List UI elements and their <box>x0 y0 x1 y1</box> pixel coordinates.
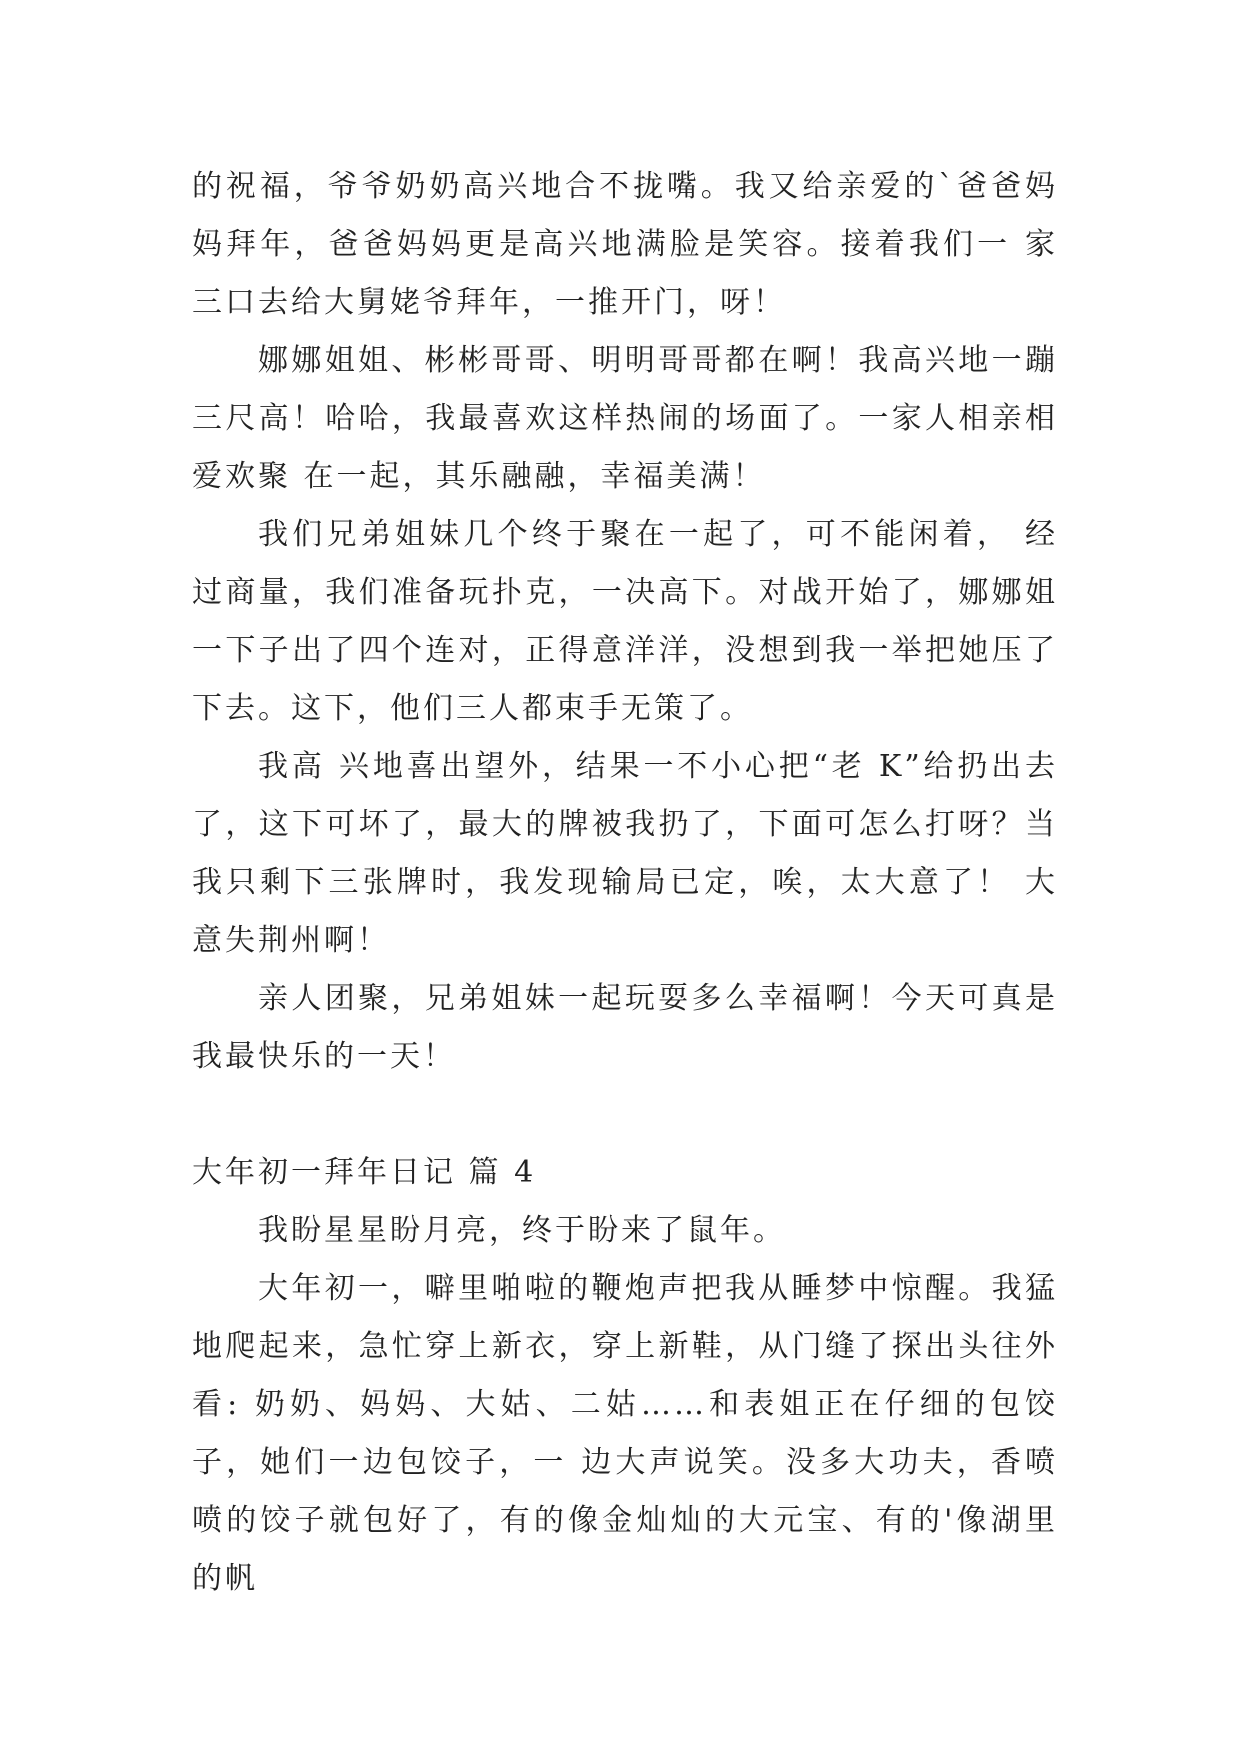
paragraph-continuation: 的祝福，爷爷奶奶高兴地合不拢嘴。我又给亲爱的`爸爸妈妈拜年，爸爸妈妈更是高兴地满脸是笑容。接着我们一 家三口去给大舅姥爷拜年，一推开门，呀！ <box>192 169 1058 320</box>
paragraph: 我高 兴地喜出望外，结果一不小心把“老 K”给扔出去了，这下可坏了，最大的牌被我扔了，下面可怎么打呀？当我只剩下三张牌时，我发现输局已定，唉，太大意了！ 大意失荆州啊！ <box>192 749 1058 958</box>
paragraph: 大年初一，噼里啪啦的鞭炮声把我从睡梦中惊醒。我猛地爬起来，急忙穿上新衣，穿上新鞋，从门缝了探出头往外看: 奶奶、妈妈、大姑、二姑……和表姐正在仔细的包饺子，她们一边包饺子，一 边大声说笑。没多大功夫，香喷喷的饺子就包好了，有的像金灿灿的大元宝、有的'像湖里的帆 <box>192 1271 1058 1596</box>
paragraph: 我盼星星盼月亮，终于盼来了鼠年。 <box>258 1213 786 1248</box>
paragraph: 我们兄弟姐妹几个终于聚在一起了，可不能闲着， 经过商量，我们准备玩扑克，一决高下。对战开始了，娜娜姐一下子出了四个连对，正得意洋洋，没想到我一举把她压了下去。这下，他们三人都束手无策了。 <box>192 517 1058 726</box>
document-body <box>192 158 1058 1608</box>
paragraph: 娜娜姐姐、彬彬哥哥、明明哥哥都在啊！我高兴地一蹦三尺高！哈哈，我最喜欢这样热闹的场面了。一家人相亲相爱欢聚 在一起，其乐融融，幸福美满！ <box>192 343 1058 494</box>
section-heading: 大年初一拜年日记 篇 4 <box>192 1155 537 1190</box>
paragraph: 亲人团聚，兄弟姐妹一起玩耍多么幸福啊！今天可真是我最快乐的一天！ <box>192 981 1058 1074</box>
